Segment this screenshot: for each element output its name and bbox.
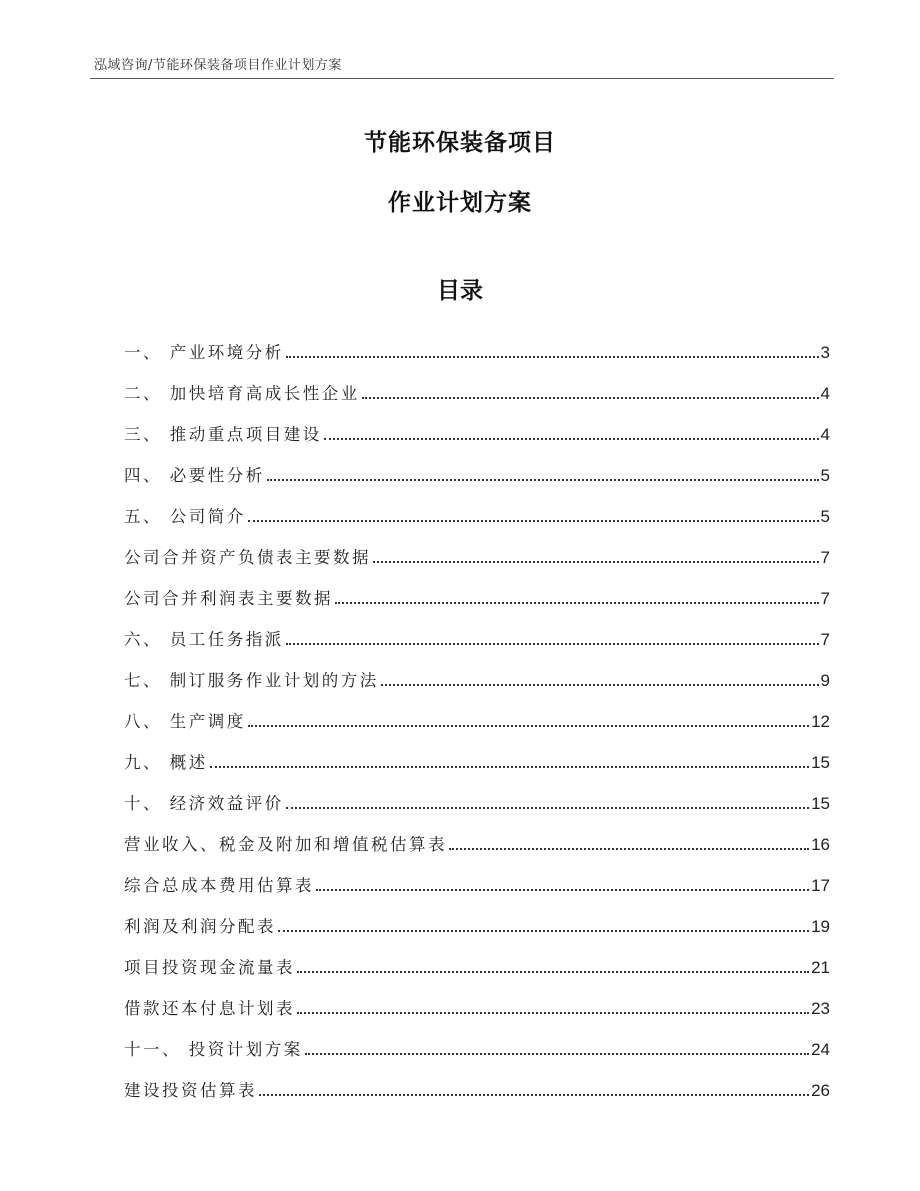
toc-leader	[297, 971, 809, 973]
toc-entry[interactable]	[124, 978, 830, 1019]
toc-entry-page: 7	[820, 548, 830, 567]
toc-entry-label: 七、 制订服务作业计划的方法	[124, 671, 379, 690]
toc-entry-page: 26	[811, 1081, 830, 1100]
header-rule	[90, 78, 834, 79]
toc-leader	[286, 356, 819, 358]
running-header: 泓域咨询/节能环保装备项目作业计划方案	[94, 58, 342, 73]
toc-entry-label: 建设投资估算表	[124, 1081, 257, 1100]
toc-leader	[449, 848, 809, 850]
toc-entry[interactable]	[124, 691, 830, 732]
toc-leader	[267, 479, 819, 481]
toc-entry-label: 六、 员工任务指派	[124, 630, 284, 649]
toc-entry-page: 7	[820, 589, 830, 608]
toc-entry-page: 15	[811, 794, 830, 813]
toc-entry-page: 24	[811, 1040, 830, 1059]
toc-entry-label: 十、 经济效益评价	[124, 794, 284, 813]
toc-leader	[297, 1012, 809, 1014]
toc-entry-label: 五、 公司简介	[124, 507, 246, 526]
toc-entry[interactable]	[124, 568, 830, 609]
toc-entry-label: 一、 产业环境分析	[124, 343, 284, 362]
toc-entry-label: 借款还本付息计划表	[124, 999, 295, 1018]
toc-entry-page: 4	[820, 384, 830, 403]
toc-entry[interactable]	[124, 322, 830, 363]
toc-entry-label: 三、 推动重点项目建设	[124, 425, 322, 444]
toc-entry[interactable]	[124, 1060, 830, 1101]
toc-entry[interactable]	[124, 896, 830, 937]
toc-entry[interactable]	[124, 650, 830, 691]
toc-entry[interactable]	[124, 855, 830, 896]
toc-entry-page: 5	[820, 466, 830, 485]
toc-entry-label: 二、 加快培育高成长性企业	[124, 384, 360, 403]
toc-entry-page: 3	[820, 343, 830, 362]
toc-entry[interactable]	[124, 609, 830, 650]
toc-leader	[286, 807, 809, 809]
toc-entry-label: 项目投资现金流量表	[124, 958, 295, 977]
toc-entry[interactable]	[124, 527, 830, 568]
toc-entry-page: 17	[811, 876, 830, 895]
toc-leader	[259, 1094, 809, 1096]
toc-entry-page: 12	[811, 712, 830, 731]
toc-leader	[373, 561, 819, 563]
toc-entry-page: 5	[820, 507, 830, 526]
toc-entry-page: 23	[811, 999, 830, 1018]
toc-entry-label: 四、 必要性分析	[124, 466, 265, 485]
toc-leader	[278, 930, 809, 932]
toc-entry-label: 综合总成本费用估算表	[124, 876, 314, 895]
toc-leader	[248, 520, 819, 522]
toc-entry-label: 九、 概述	[124, 753, 208, 772]
toc-entry[interactable]	[124, 363, 830, 404]
toc-entry[interactable]	[124, 732, 830, 773]
toc-entry-page: 16	[811, 835, 830, 854]
toc-leader	[362, 397, 819, 399]
toc-entry-label: 十一、 投资计划方案	[124, 1040, 303, 1059]
toc-entry[interactable]	[124, 404, 830, 445]
toc-entry-label: 八、 生产调度	[124, 712, 246, 731]
toc-entry[interactable]	[124, 1019, 830, 1060]
toc-leader	[381, 684, 819, 686]
document-title-line-2: 作业计划方案	[388, 190, 532, 216]
toc-entry[interactable]	[124, 445, 830, 486]
toc-entry-page: 9	[820, 671, 830, 690]
table-of-contents	[124, 322, 830, 1101]
toc-leader	[335, 602, 819, 604]
toc-entry-page: 7	[820, 630, 830, 649]
toc-entry-label: 利润及利润分配表	[124, 917, 276, 936]
toc-leader	[286, 643, 819, 645]
toc-entry-label: 公司合并利润表主要数据	[124, 589, 333, 608]
toc-leader	[248, 725, 809, 727]
toc-entry[interactable]	[124, 814, 830, 855]
toc-leader	[324, 438, 819, 440]
document-title-line-1: 节能环保装备项目	[364, 130, 556, 156]
toc-entry[interactable]	[124, 486, 830, 527]
toc-entry-label: 营业收入、税金及附加和增值税估算表	[124, 835, 447, 854]
toc-entry[interactable]	[124, 937, 830, 978]
toc-heading: 目录	[437, 278, 483, 304]
toc-leader	[305, 1053, 809, 1055]
toc-leader	[316, 889, 809, 891]
toc-entry-page: 4	[820, 425, 830, 444]
toc-entry-page: 21	[811, 958, 830, 977]
toc-entry-label: 公司合并资产负债表主要数据	[124, 548, 371, 567]
toc-entry[interactable]	[124, 773, 830, 814]
toc-entry-page: 15	[811, 753, 830, 772]
toc-leader	[210, 766, 809, 768]
toc-entry-page: 19	[811, 917, 830, 936]
